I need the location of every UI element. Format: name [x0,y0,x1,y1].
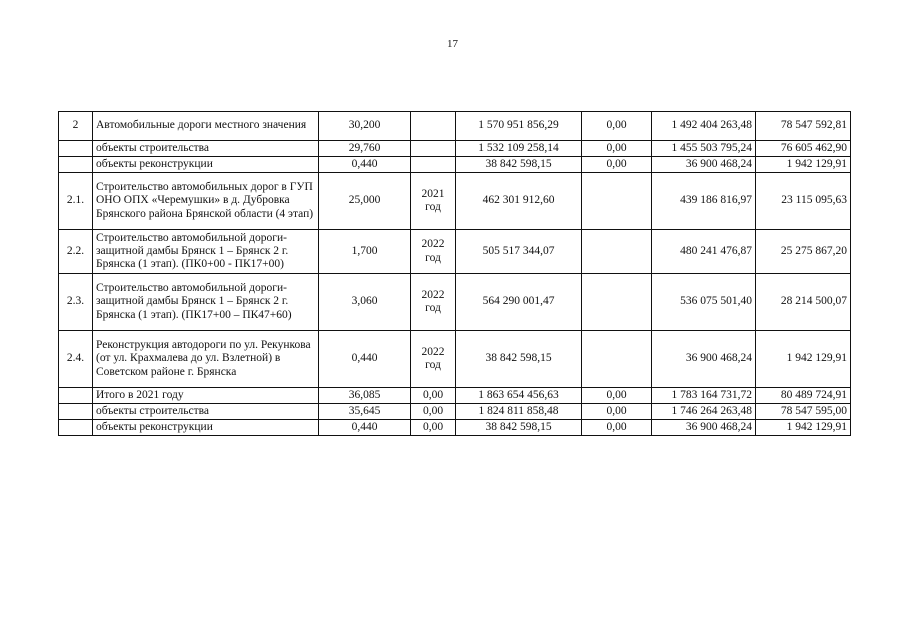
row-col4: 0,00 [582,404,652,420]
budget-table [58,111,851,436]
row-col6: 23 115 095,63 [756,173,851,230]
row-length: 0,440 [319,331,411,388]
row-length: 30,200 [319,112,411,141]
row-col5: 480 241 476,87 [652,230,756,274]
table-row [59,157,851,173]
table-row [59,388,851,404]
row-col5: 536 075 501,40 [652,274,756,331]
row-total: 38 842 598,15 [456,331,582,388]
row-year [411,157,456,173]
row-col4 [582,230,652,274]
row-col4: 0,00 [582,112,652,141]
row-number: 2.4. [59,331,93,388]
row-number: 2 [59,112,93,141]
row-total: 1 863 654 456,63 [456,388,582,404]
row-length: 25,000 [319,173,411,230]
row-length: 29,760 [319,141,411,157]
row-title: Строительство автомобильных дорог в ГУП ОНО ОПХ «Черемушки» в д. Дубровка Брянского района Брянской области (4 этап) [93,173,319,230]
row-col6: 78 547 592,81 [756,112,851,141]
row-col6: 1 942 129,91 [756,420,851,436]
row-number [59,157,93,173]
row-col4: 0,00 [582,157,652,173]
row-title: Итого в 2021 году [93,388,319,404]
row-total: 1 824 811 858,48 [456,404,582,420]
row-col4 [582,173,652,230]
table-row [59,141,851,157]
row-number: 2.3. [59,274,93,331]
row-col5: 1 455 503 795,24 [652,141,756,157]
row-year: 0,00 [411,420,456,436]
row-col4: 0,00 [582,420,652,436]
row-total: 564 290 001,47 [456,274,582,331]
row-title: Строительство автомобильной дороги-защитной дамбы Брянск 1 – Брянск 2 г. Брянска (1 этап). (ПК17+00 – ПК47+60) [93,274,319,331]
row-total: 38 842 598,15 [456,420,582,436]
row-col4: 0,00 [582,141,652,157]
row-year: 2021 год [411,173,456,230]
row-year: 2022 год [411,331,456,388]
row-year [411,112,456,141]
table-row [59,230,851,274]
row-number: 2.1. [59,173,93,230]
row-total: 462 301 912,60 [456,173,582,230]
row-col6: 25 275 867,20 [756,230,851,274]
row-total: 38 842 598,15 [456,157,582,173]
table-row [59,274,851,331]
table-row [59,331,851,388]
table-row [59,420,851,436]
row-col6: 80 489 724,91 [756,388,851,404]
row-col5: 36 900 468,24 [652,157,756,173]
row-length: 0,440 [319,420,411,436]
row-title: Реконструкция автодороги по ул. Рекункова (от ул. Крахмалева до ул. Взлетной) в Советском районе г. Брянска [93,331,319,388]
row-col6: 76 605 462,90 [756,141,851,157]
row-year: 2022 год [411,230,456,274]
row-number [59,420,93,436]
row-title: Автомобильные дороги местного значения [93,112,319,141]
row-col4 [582,331,652,388]
row-total: 1 532 109 258,14 [456,141,582,157]
row-year: 2022 год [411,274,456,331]
row-col5: 1 746 264 263,48 [652,404,756,420]
row-length: 3,060 [319,274,411,331]
row-length: 35,645 [319,404,411,420]
row-col5: 1 783 164 731,72 [652,388,756,404]
row-col5: 1 492 404 263,48 [652,112,756,141]
row-col6: 78 547 595,00 [756,404,851,420]
row-col6: 1 942 129,91 [756,331,851,388]
row-length: 1,700 [319,230,411,274]
row-number [59,141,93,157]
row-title: Строительство автомобильной дороги-защитной дамбы Брянск 1 – Брянск 2 г. Брянска (1 этап). (ПК0+00 - ПК17+00) [93,230,319,274]
row-col5: 36 900 468,24 [652,331,756,388]
row-length: 0,440 [319,157,411,173]
row-col6: 28 214 500,07 [756,274,851,331]
row-title: объекты строительства [93,141,319,157]
row-title: объекты реконструкции [93,157,319,173]
row-col4 [582,274,652,331]
table-row [59,173,851,230]
row-year [411,141,456,157]
row-total: 1 570 951 856,29 [456,112,582,141]
table-row [59,404,851,420]
row-col6: 1 942 129,91 [756,157,851,173]
row-col5: 439 186 816,97 [652,173,756,230]
row-title: объекты реконструкции [93,420,319,436]
row-number [59,388,93,404]
row-title: объекты строительства [93,404,319,420]
row-length: 36,085 [319,388,411,404]
row-year: 0,00 [411,388,456,404]
row-total: 505 517 344,07 [456,230,582,274]
row-col5: 36 900 468,24 [652,420,756,436]
row-col4: 0,00 [582,388,652,404]
row-number [59,404,93,420]
page-number: 17 [447,38,458,50]
row-number: 2.2. [59,230,93,274]
table-row [59,112,851,141]
row-year: 0,00 [411,404,456,420]
